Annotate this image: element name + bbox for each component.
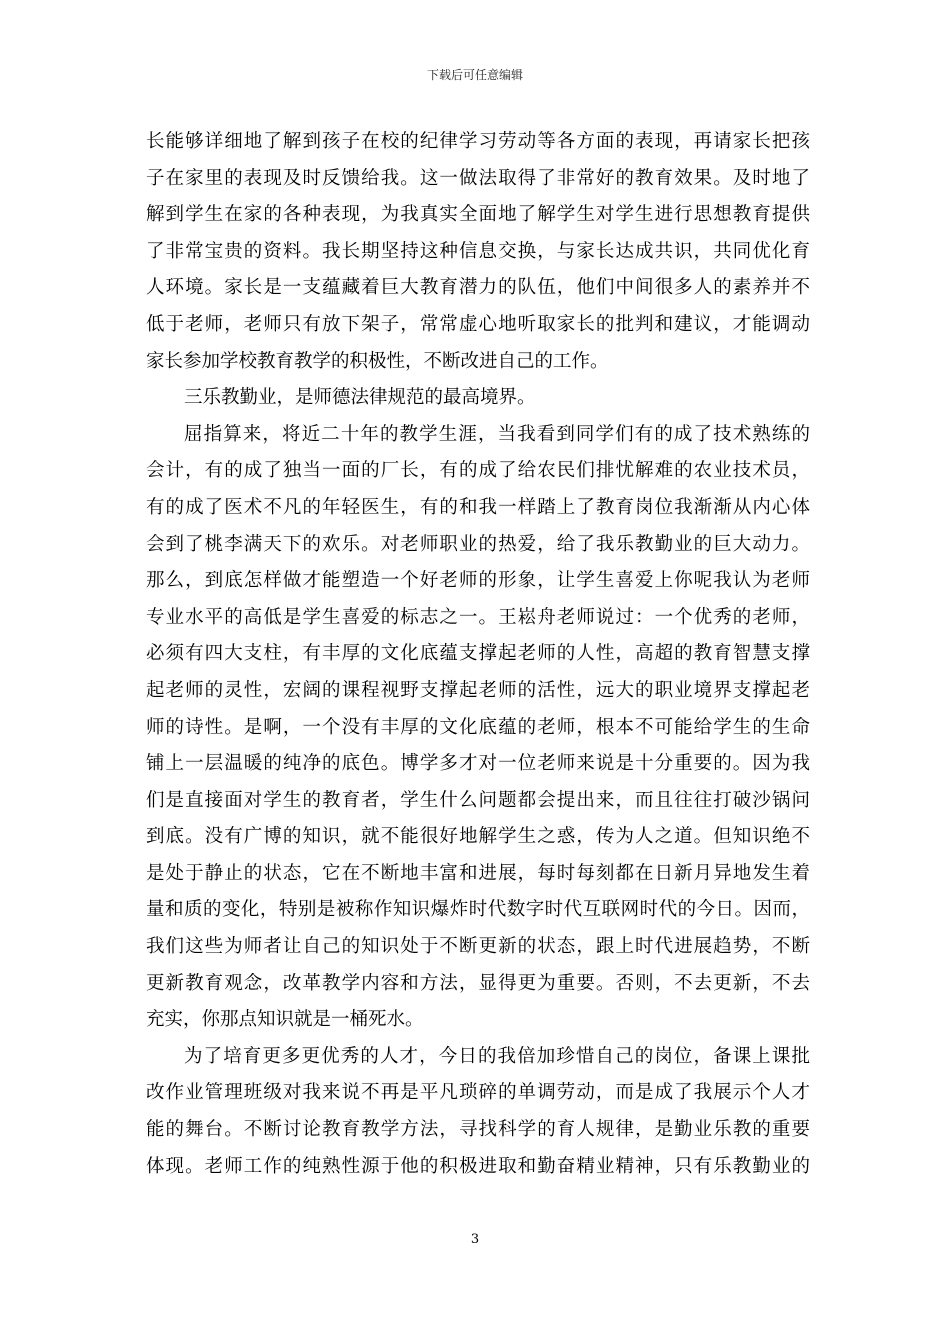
text-line-paragraph-start: 屈指算来，将近二十年的教学生涯，当我看到同学们有的成了技术熟练的 — [184, 423, 810, 445]
text-line: 低于老师，老师只有放下架子，常常虚心地听取家长的批判和建议，才能调动 — [146, 313, 810, 335]
text-line: 子在家里的表现及时反馈给我。这一做法取得了非常好的教育效果。及时地了 — [146, 167, 810, 189]
page-number: 3 — [470, 1232, 480, 1247]
text-line: 长能够详细地了解到孩子在校的纪律学习劳动等各方面的表现，再请家长把孩 — [146, 131, 810, 152]
text-line: 量和质的变化，特别是被称作知识爆炸时代数字时代互联网时代的今日。因而， — [146, 899, 810, 921]
text-line-paragraph-end: 家长参加学校教育教学的积极性，不断改进自己的工作。 — [146, 350, 609, 372]
text-line: 更新教育观念，改革教学内容和方法，显得更为重要。否则，不去更新，不去 — [146, 972, 810, 994]
text-line-paragraph-end: 充实，你那点知识就是一桶死水。 — [146, 1009, 424, 1031]
text-line: 了非常宝贵的资料。我长期坚持这种信息交换，与家长达成共识，共同优化育 — [146, 240, 810, 262]
text-line: 改作业管理班级对我来说不再是平凡琐碎的单调劳动，而是成了我展示个人才 — [146, 1082, 810, 1104]
text-line: 能的舞台。不断讨论教育教学方法，寻找科学的育人规律，是勤业乐教的重要 — [146, 1119, 810, 1141]
text-line: 有的成了医术不凡的年轻医生，有的和我一样踏上了教育岗位我渐渐从内心体 — [146, 496, 810, 518]
text-line: 必须有四大支柱，有丰厚的文化底蕴支撑起老师的人性，高超的教育智慧支撑 — [146, 643, 810, 665]
text-line: 起老师的灵性，宏阔的课程视野支撑起老师的活性，远大的职业境界支撑起老 — [146, 679, 810, 701]
text-line: 人环境。家长是一支蕴藏着巨大教育潜力的队伍，他们中间很多人的素养并不 — [146, 277, 810, 299]
page-header: 下载后可任意编辑 — [426, 68, 523, 82]
text-line-paragraph-start: 为了培育更多更优秀的人才，今日的我倍加珍惜自己的岗位，备课上课批 — [184, 1045, 810, 1067]
text-line: 那么，到底怎样做才能塑造一个好老师的形象，让学生喜爱上你呢我认为老师 — [146, 570, 810, 592]
text-line: 是处于静止的状态，它在不断地丰富和进展，每时每刻都在日新月异地发生着 — [146, 862, 810, 884]
text-line: 师的诗性。是啊，一个没有丰厚的文化底蕴的老师，根本不可能给学生的生命 — [146, 716, 810, 738]
text-line: 体现。老师工作的纯熟性源于他的积极进取和勤奋精业精神，只有乐教勤业的 — [146, 1155, 810, 1177]
text-line: 解到学生在家的各种表现，为我真实全面地了解学生对学生进行思想教育提供 — [146, 204, 810, 226]
text-line: 到底。没有广博的知识，就不能很好地解学生之惑，传为人之道。但知识绝不 — [146, 826, 810, 848]
text-line: 专业水平的高低是学生喜爱的标志之一。王崧舟老师说过：一个优秀的老师， — [146, 606, 810, 628]
text-line: 我们这些为师者让自己的知识处于不断更新的状态，跟上时代进展趋势，不断 — [146, 936, 810, 958]
text-line: 会到了桃李满天下的欢乐。对老师职业的热爱，给了我乐教勤业的巨大动力。 — [146, 533, 810, 555]
document-body — [146, 124, 810, 1185]
text-line: 铺上一层温暖的纯净的底色。博学多才对一位老师来说是十分重要的。因为我 — [146, 753, 810, 775]
section-heading-line: 三乐教勤业，是师德法律规范的最高境界。 — [184, 387, 536, 409]
text-line: 会计，有的成了独当一面的厂长，有的成了给农民们排忧解难的农业技术员， — [146, 460, 810, 482]
text-line: 们是直接面对学生的教育者，学生什么问题都会提出来，而且往往打破沙锅问 — [146, 789, 810, 811]
